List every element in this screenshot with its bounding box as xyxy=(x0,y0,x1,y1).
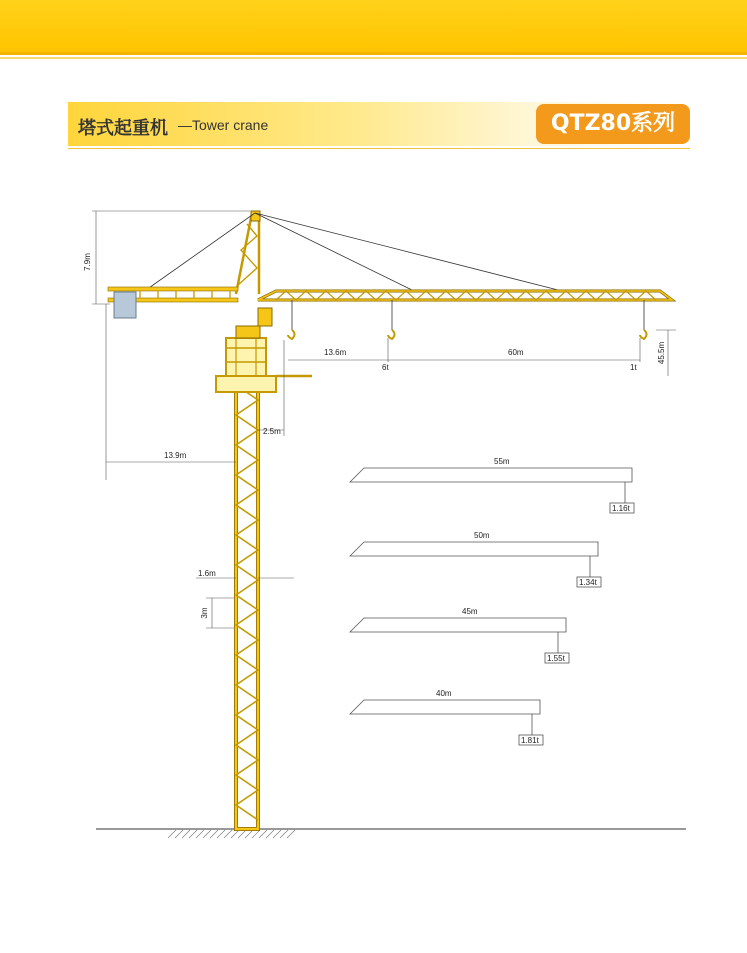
operator-cab xyxy=(258,308,272,326)
load-option-load: 1.55t xyxy=(547,654,565,663)
counter-jib-label: 13.9m xyxy=(164,451,187,460)
load-option-length: 50m xyxy=(474,531,490,540)
mast-width-label: 1.6m xyxy=(198,569,216,578)
tower-mast xyxy=(236,385,258,829)
hook-mid xyxy=(388,300,395,339)
load-option-load: 1.81t xyxy=(521,736,539,745)
near-radius-label: 13.6m xyxy=(324,348,347,357)
load-option-length: 40m xyxy=(436,689,452,698)
load-option-45 xyxy=(350,607,569,663)
load-option-load: 1.16t xyxy=(612,504,630,513)
jib-height-label: 45.5m xyxy=(657,341,666,365)
counter-jib xyxy=(108,287,238,318)
top-height-label: 7.9m xyxy=(83,253,92,271)
climbing-frame xyxy=(216,326,312,392)
tower-offset-label: 2.5m xyxy=(263,427,281,436)
hook-tip xyxy=(640,300,647,339)
series-badge: QTZ80系列 xyxy=(536,104,690,144)
section-height-label: 3m xyxy=(200,607,209,619)
pendant-ropes xyxy=(146,213,558,290)
load-option-55 xyxy=(350,457,634,513)
main-jib xyxy=(258,291,672,326)
load-option-50 xyxy=(350,531,601,587)
load-option-load: 1.34t xyxy=(579,578,597,587)
load-option-length: 45m xyxy=(462,607,478,616)
load-option-40 xyxy=(350,689,543,745)
near-load-label: 6t xyxy=(382,363,389,372)
page-title-en: —Tower crane xyxy=(178,117,269,133)
jib-length-label: 60m xyxy=(508,348,524,357)
load-option-length: 55m xyxy=(494,457,510,466)
tip-load-label: 1t xyxy=(630,363,637,372)
counterweight xyxy=(114,292,136,318)
page-title-cn: 塔式起重机 xyxy=(78,118,168,139)
ground-hatch xyxy=(168,830,295,838)
hook-near xyxy=(288,300,295,339)
